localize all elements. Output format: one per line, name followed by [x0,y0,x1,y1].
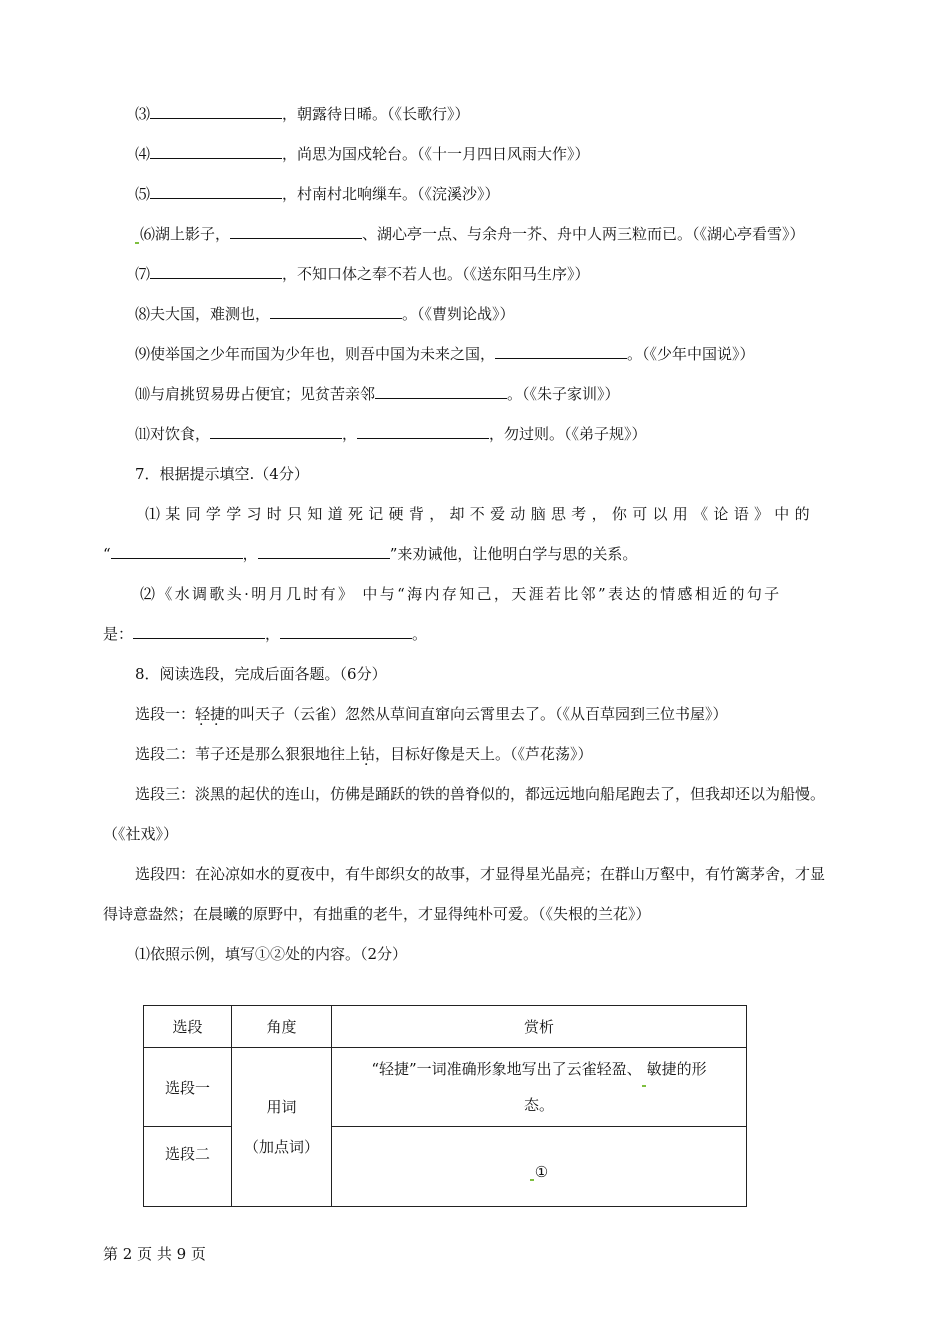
answer-blank[interactable] [280,624,412,639]
emphasis-char: 钻 [360,745,376,763]
excerpt-4-line1: 选段四：在沁凉如水的夏夜中，有牛郎织女的故事，才显得星光晶亮；在群山万壑中，有竹篱茅舍，才显 [135,865,826,883]
line-text: ， [242,545,258,563]
line-text: 。（《少年中国说》） [627,345,755,363]
answer-blank[interactable] [150,184,282,199]
line-text: ，朝露待日晞。（《长歌行》） [282,105,470,123]
sub-question-1: ⑴依照示例，填写①②处的内容。（2分） [135,945,408,963]
page-footer: 第 2 页 共 9 页 [103,1245,206,1263]
question-7-part1-line2 [103,544,637,564]
appreciation-text: 敏捷的形 [646,1060,707,1078]
answer-blank[interactable] [210,424,342,439]
excerpt-text: ，目标好像是天上。（《芦花荡》） [375,745,593,763]
fill-line-3 [135,104,470,124]
table-header-appreciation: 赏析 [332,1006,747,1048]
angle-text: 用词 [266,1098,297,1116]
answer-blank[interactable] [495,344,627,359]
item-number: ⑺ [135,265,151,283]
question-7-part2-line2 [103,624,427,644]
line-text: 。（《曹刿论战》） [402,305,515,323]
line-text: ， [265,625,281,643]
table-angle-cell [232,1048,332,1207]
appreciation-line [332,1051,746,1087]
item-number: ⑷ [135,145,151,163]
answer-blank[interactable] [230,224,362,239]
fill-line-11 [135,424,647,444]
line-text: ⑹湖上影子， [140,225,231,243]
appreciation-text: “轻捷”一词准确形象地写出了云雀轻盈、 [371,1060,642,1078]
answer-blank[interactable] [375,384,507,399]
table-header-angle: 角度 [232,1006,332,1048]
revision-mark [135,242,139,244]
fill-line-8 [135,304,515,324]
excerpt-3-line2: （《社戏》） [103,825,179,843]
fill-line-10 [135,384,620,404]
emphasis-char: 轻 [195,705,211,723]
quote-open: “ [103,545,111,563]
line-text: ，勿过则。（《弟子规》） [489,425,647,443]
line-text: 、湖心亭一点、与余舟一芥、舟中人两三粒而已。（《湖心亭看雪》） [362,225,805,243]
excerpt-4-line2: 得诗意盎然；在晨曦的原野中，有拙重的老牛，才显得纯朴可爱。（《失根的兰花》） [103,905,651,923]
fill-line-9 [135,344,755,364]
line-text: ， [342,425,358,443]
question-7-title: 7．根据提示填空.（4分） [135,465,309,483]
answer-blank[interactable] [150,264,282,279]
question-8-title: 8．阅读选段，完成后面各题。（6分） [135,665,387,683]
answer-blank[interactable] [133,624,265,639]
fill-line-4 [135,144,590,164]
answer-cell[interactable] [332,1127,747,1207]
question-7-part1-line1: ⑴某同学学习时只知道死记硬背，却不爱动脑思考，你可以用《论语》中的 [145,505,815,523]
emphasis-char: 捷 [210,705,226,723]
answer-blank[interactable] [111,544,243,559]
line-text: 。（《朱子家训》） [507,385,620,403]
answer-blank[interactable] [150,104,282,119]
table-appreciation-cell [332,1048,747,1127]
question-7-part2-line1: ⑵《水调歌头·明月几时有》 中与“海内存知己，天涯若比邻”表达的情感相近的句子 [140,585,782,603]
line-text: 是： [103,625,134,643]
excerpt-3-line1: 选段三：淡黑的起伏的连山，仿佛是踊跃的铁的兽脊似的，都远远地向船尾跑去了，但我却还以为船慢。 [135,785,826,803]
line-text: ⑼使举国之少年而国为少年也，则吾中国为未来之国， [135,345,496,363]
line-text: 。 [412,625,428,643]
item-number: ⑸ [135,185,151,203]
item-number: ⑶ [135,105,151,123]
revision-mark [530,1179,534,1181]
answer-marker: ① [534,1162,549,1181]
fill-line-5 [135,184,500,204]
appreciation-table [143,1005,747,1207]
fill-line-7 [135,264,590,284]
answer-blank[interactable] [357,424,489,439]
line-text: ，不知口体之奉不若人也。（《送东阳马生序》） [282,265,590,283]
excerpt-text: 的叫天子（云雀）忽然从草间直窜向云霄里去了。（《从百草园到三位书屋》） [225,705,728,723]
line-text: ⑻夫大国，难测也， [135,305,271,323]
table-row-label: 选段一 [144,1048,232,1127]
excerpt-2 [135,744,593,764]
line-text: ⑾对饮食， [135,425,211,443]
excerpt-1 [135,704,728,724]
revision-mark [642,1085,646,1087]
fill-line-6 [135,224,805,244]
excerpt-text: 选段二：苇子还是那么狠狠地往上 [135,745,361,763]
line-text: ⑽与肩挑贸易毋占便宜；见贫苦亲邻 [135,385,376,403]
appreciation-text: 态。 [523,1096,554,1114]
angle-note: （加点词） [243,1138,319,1156]
excerpt-label: 选段一： [135,705,196,723]
table-row-label: 选段二 [144,1127,232,1207]
answer-blank[interactable] [258,544,390,559]
line-text: ，村南村北响缫车。（《浣溪沙》） [282,185,500,203]
table-header-excerpt: 选段 [144,1006,232,1048]
line-text: ，尚思为国戍轮台。（《十一月四日风雨大作》） [282,145,590,163]
answer-blank[interactable] [270,304,402,319]
answer-blank[interactable] [150,144,282,159]
line-text: ”来劝诫他，让他明白学与思的关系。 [389,545,638,563]
